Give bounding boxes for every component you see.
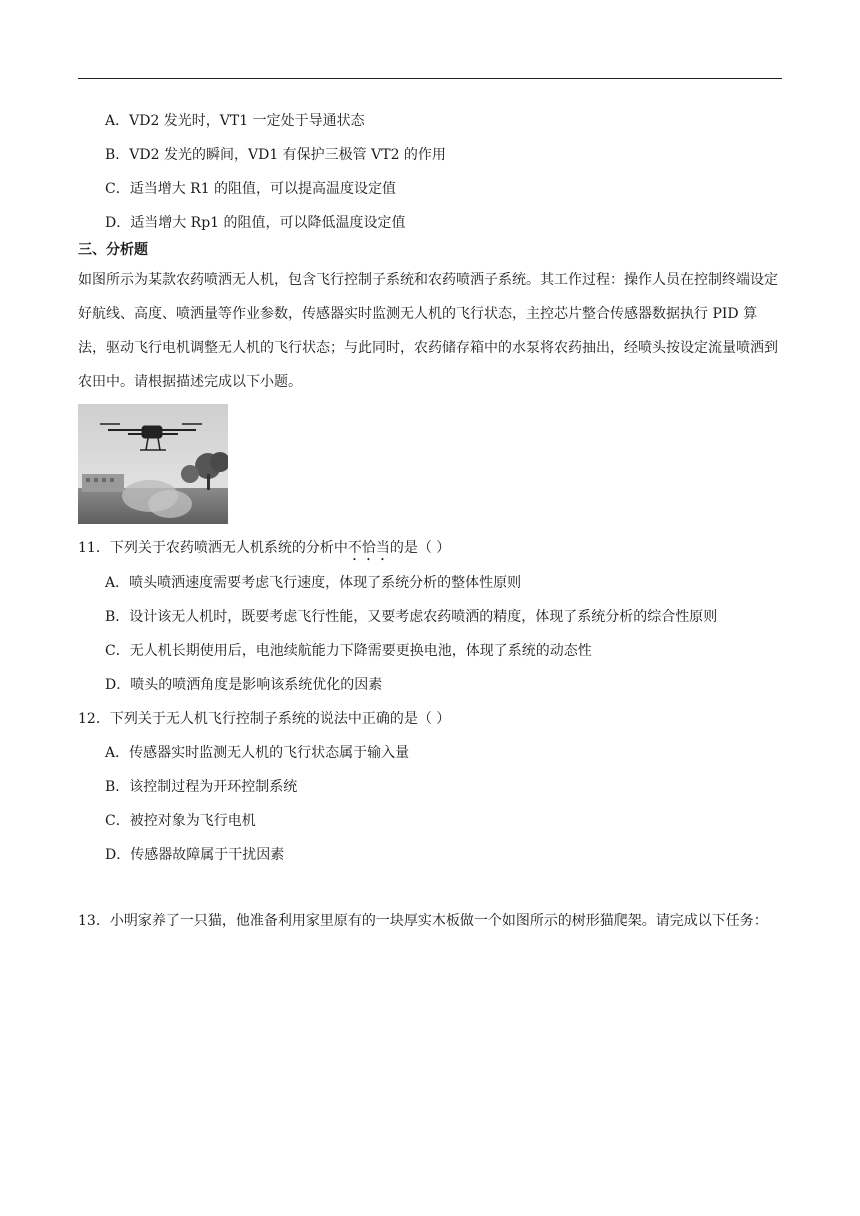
- section-intro: 如图所示为某款农药喷洒无人机，包含飞行控制子系统和农药喷洒子系统。其工作过程：操作人员在控制终端设定好航线、高度、喷洒量等作业参数，传感器实时监测无人机的飞行状态，主控芯片整合传感器数据执行 PID 算法，驱动飞行电机调整无人机的飞行状态；与此同时，农药储存箱中的水泵将农药抽出，经喷头按设定流量喷洒到农田中。请根据描述完成以下小题。: [78, 272, 778, 390]
- q11-option-c: C．无人机长期使用后，电池续航能力下降需要更换电池，体现了系统的动态性: [105, 643, 592, 659]
- q11-option-b: B．设计该无人机时，既要考虑飞行性能，又要考虑农药喷洒的精度，体现了系统分析的综合性原则: [105, 609, 718, 625]
- q11-stem-emphasis: 不恰当: [347, 540, 390, 556]
- section-title: 三、分析题: [78, 242, 148, 258]
- q12-option-d: D．传感器故障属于干扰因素: [105, 847, 285, 863]
- q11-option-d: D．喷头的喷洒角度是影响该系统优化的因素: [105, 677, 383, 693]
- q12-stem: 12．下列关于无人机飞行控制子系统的说法中正确的是（ ）: [78, 711, 451, 727]
- q11-option-a: A．喷头喷洒速度需要考虑飞行速度，体现了系统分析的整体性原则: [105, 575, 522, 591]
- q12-option-a: A．传感器实时监测无人机的飞行状态属于输入量: [105, 745, 410, 761]
- header-rule: [78, 78, 782, 79]
- q12-option-c: C．被控对象为飞行电机: [105, 813, 256, 829]
- option-a: A．VD2 发光时，VT1 一定处于导通状态: [105, 113, 365, 129]
- q11-stem: [78, 538, 450, 564]
- option-c: C．适当增大 R1 的阻值，可以提高温度设定值: [105, 181, 397, 197]
- q12-option-b: B．该控制过程为开环控制系统: [105, 779, 298, 795]
- drone-photo: [78, 404, 228, 524]
- option-d: D．适当增大 Rp1 的阻值，可以降低温度设定值: [105, 215, 406, 231]
- q13-text: 13．小明家养了一只猫，他准备利用家里原有的一块厚实木板做一个如图所示的树形猫爬架。请完成以下任务：: [78, 913, 768, 929]
- option-b: B．VD2 发光的瞬间，VD1 有保护三极管 VT2 的作用: [105, 147, 446, 163]
- q11-stem-before: 11．下列关于农药喷洒无人机系统的分析中: [78, 540, 348, 556]
- q11-stem-after: 的是（ ）: [389, 540, 451, 556]
